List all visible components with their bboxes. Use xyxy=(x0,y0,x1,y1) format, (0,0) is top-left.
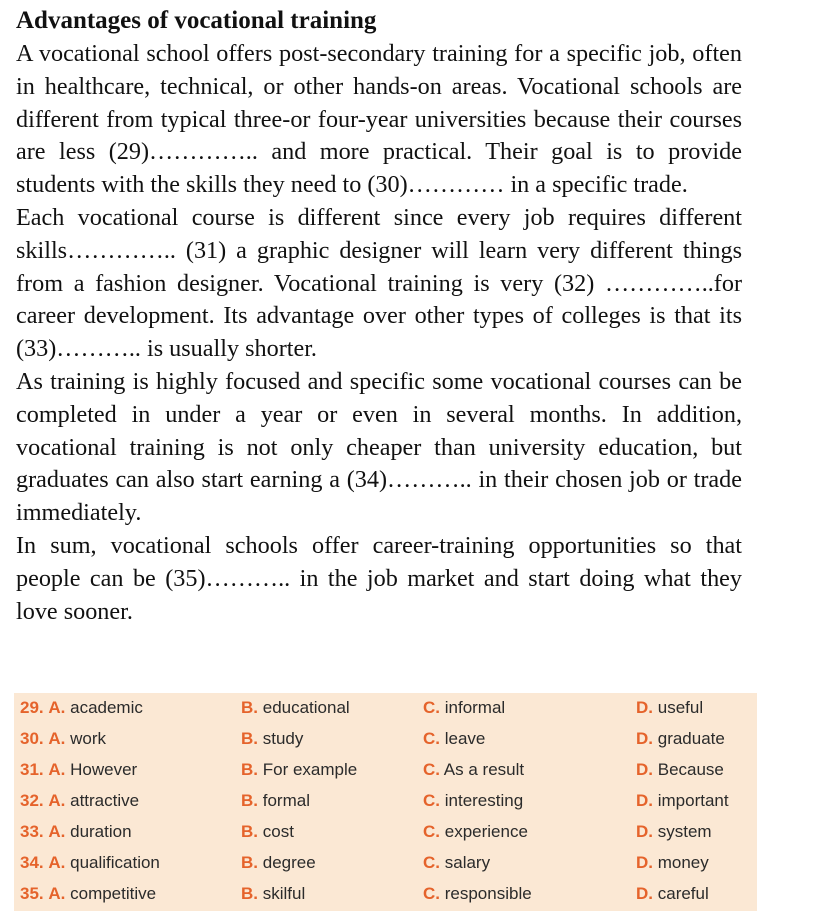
option-b[interactable]: B. degree xyxy=(241,853,316,872)
question-row-32 xyxy=(14,786,757,817)
option-c[interactable]: C. informal xyxy=(423,698,506,717)
option-b[interactable]: B. educational xyxy=(241,698,350,717)
question-row-34 xyxy=(14,848,757,879)
option-a[interactable]: 30. A. work xyxy=(20,729,107,748)
question-row-30 xyxy=(14,724,757,755)
option-d[interactable]: D. careful xyxy=(636,884,709,903)
option-a[interactable]: 31. A. However xyxy=(20,760,138,779)
option-b[interactable]: B. formal xyxy=(241,791,310,810)
option-c[interactable]: C. responsible xyxy=(423,884,532,903)
option-a[interactable]: 29. A. academic xyxy=(20,698,143,717)
question-row-31 xyxy=(14,755,757,786)
option-c[interactable]: C. experience xyxy=(423,822,528,841)
article-heading: Advantages of vocational training xyxy=(16,7,377,34)
option-d[interactable]: D. system xyxy=(636,822,712,841)
option-a[interactable]: 33. A. duration xyxy=(20,822,132,841)
option-b[interactable]: B. For example xyxy=(241,760,358,779)
option-b[interactable]: B. skilful xyxy=(241,884,306,903)
option-d[interactable]: D. Because xyxy=(636,760,724,779)
paragraph-4: In sum, vocational schools offer career-training opportunities so that people can be (35)……….. in the job market and start doing what they love sooner. xyxy=(16,531,742,625)
option-c[interactable]: C. salary xyxy=(423,853,491,872)
paragraph-2: Each vocational course is different since every job requires different skills………….. (31) a graphic designer will learn very different things from a fashion designer. Vocational training is very (32) …………..for career development. Its advantage over other types of colleges is that its (33)……….. is usually shorter. xyxy=(16,203,742,363)
paragraph-1: A vocational school offers post-secondary training for a specific job, often in healthcare, technical, or other hands-on areas. Vocational schools are different from typical three-or four-year universities because their courses are less (29)………….. and more practical. Their goal is to provide students with the skills they need to (30)………… in a specific trade. xyxy=(16,40,742,199)
option-d[interactable]: D. important xyxy=(636,791,729,810)
option-a[interactable]: 34. A. qualification xyxy=(20,853,160,872)
answer-options-table xyxy=(14,693,757,911)
option-d[interactable]: D. graduate xyxy=(636,729,725,748)
article xyxy=(16,4,742,628)
option-c[interactable]: C. interesting xyxy=(423,791,524,810)
question-row-29 xyxy=(14,693,757,724)
option-a[interactable]: 35. A. competitive xyxy=(20,884,157,903)
option-c[interactable]: C. leave xyxy=(423,729,486,748)
option-c[interactable]: C. As a result xyxy=(423,760,525,779)
option-d[interactable]: D. money xyxy=(636,853,709,872)
option-b[interactable]: B. study xyxy=(241,729,304,748)
question-row-33 xyxy=(14,817,757,848)
question-row-35 xyxy=(14,879,757,910)
option-b[interactable]: B. cost xyxy=(241,822,294,841)
paragraph-3: As training is highly focused and specific some vocational courses can be completed in under a year or even in several months. In addition, vocational training is not only cheaper than university education, but graduates can also start earning a (34)……….. in their chosen job or trade immediately. xyxy=(16,367,742,527)
option-d[interactable]: D. useful xyxy=(636,698,704,717)
option-a[interactable]: 32. A. attractive xyxy=(20,791,140,810)
